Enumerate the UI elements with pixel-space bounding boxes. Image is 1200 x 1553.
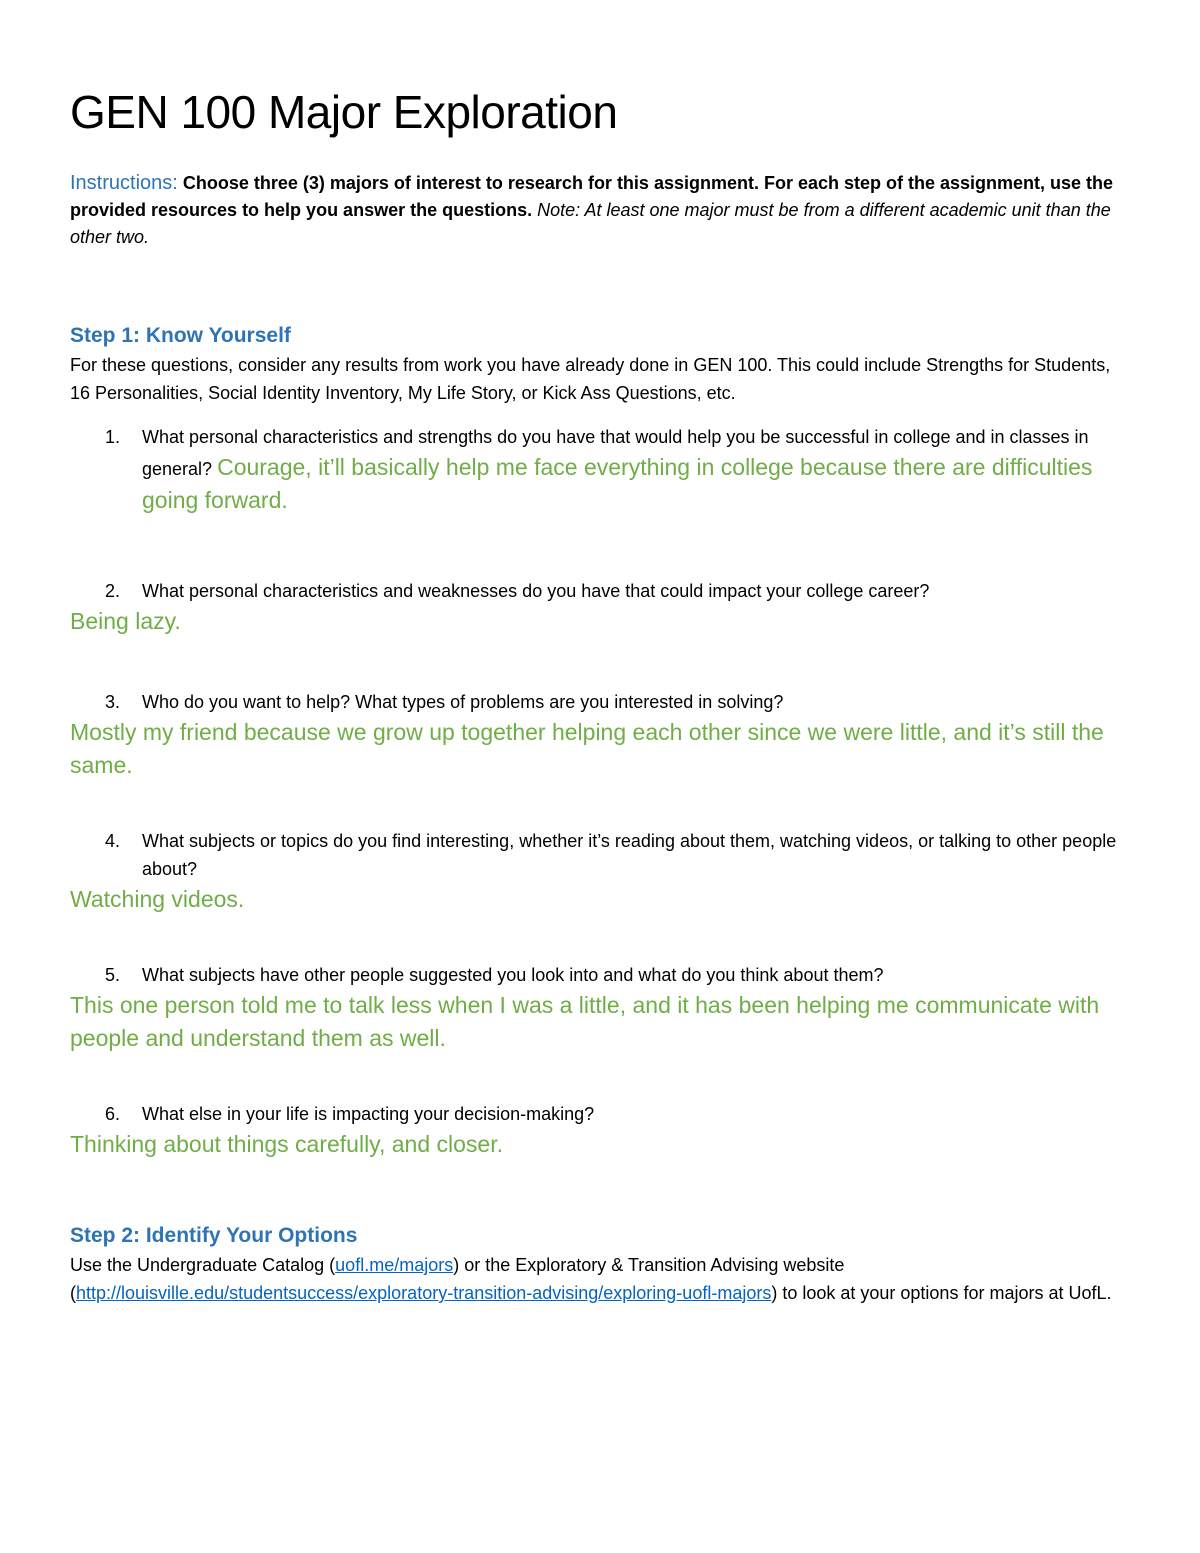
step2-heading: Step 2: Identify Your Options xyxy=(70,1224,358,1247)
question-3 xyxy=(70,688,1130,716)
question-number: 2. xyxy=(105,581,121,601)
question-text: What else in your life is impacting your decision-making? xyxy=(142,1104,595,1124)
question-5 xyxy=(70,961,1130,989)
step1-intro: For these questions, consider any results from work you have already done in GEN 100. This could include Strengths for Students, 16 Personalities, Social Identity Inventory, My Life Story, or Kick Ass Questions, etc. xyxy=(70,355,1111,403)
question-number: 6. xyxy=(105,1104,121,1124)
step2-text: Use the Undergraduate Catalog ( xyxy=(70,1255,336,1275)
catalog-link[interactable]: uofl.me/majors xyxy=(335,1255,454,1275)
answer-text: Courage, it’ll basically help me face everything in college because there are difficulties going forward. xyxy=(142,454,1093,513)
question-1 xyxy=(70,423,1130,517)
question-4 xyxy=(70,827,1130,883)
step2-text: ) or the Exploratory & Transition Advising website ( xyxy=(70,1255,845,1303)
advising-website-link[interactable]: http://louisville.edu/studentsuccess/exploratory-transition-advising/exploring-uofl-majors xyxy=(76,1283,772,1303)
answer-2: Being lazy. xyxy=(70,608,181,634)
question-number: 3. xyxy=(105,692,121,712)
question-text: What personal characteristics and strengths do you have that would help you be successful in college and in classes in general? xyxy=(142,427,1089,479)
answer-3: Mostly my friend because we grow up together helping each other since we were little, and it’s still the same. xyxy=(70,719,1104,778)
instructions-bold-text: Choose three (3) majors of interest to research for this assignment. For each step of the assignment, use the provided resources to help you answer the questions. xyxy=(70,173,1114,220)
instructions-note: Note: At least one major must be from a different academic unit than the other two. xyxy=(70,200,1111,247)
step1-heading: Step 1: Know Yourself xyxy=(70,324,291,347)
question-number: 4. xyxy=(105,831,121,851)
answer-4: Watching videos. xyxy=(70,886,245,912)
question-text: What personal characteristics and weaknesses do you have that could impact your college career? xyxy=(142,581,930,601)
question-text: Who do you want to help? What types of problems are you interested in solving? xyxy=(142,692,784,712)
document-title: GEN 100 Major Exploration xyxy=(70,86,618,138)
answer-6: Thinking about things carefully, and closer. xyxy=(70,1131,503,1157)
question-text: What subjects or topics do you find interesting, whether it’s reading about them, watching videos, or talking to other people about? xyxy=(142,831,1117,879)
step2-text: ) to look at your options for majors at UofL. xyxy=(771,1283,1112,1303)
question-2 xyxy=(70,577,1130,605)
question-number: 5. xyxy=(105,965,121,985)
step2-paragraph xyxy=(70,1251,1130,1307)
question-6 xyxy=(70,1100,1130,1128)
question-number: 1. xyxy=(105,427,121,447)
instructions-label: Instructions: xyxy=(70,172,178,194)
document-page xyxy=(70,70,1130,1307)
instructions-paragraph xyxy=(70,170,1130,251)
answer-5: This one person told me to talk less when I was a little, and it has been helping me communicate with people and understand them as well. xyxy=(70,992,1100,1051)
question-text: What subjects have other people suggested you look into and what do you think about them? xyxy=(142,965,884,985)
